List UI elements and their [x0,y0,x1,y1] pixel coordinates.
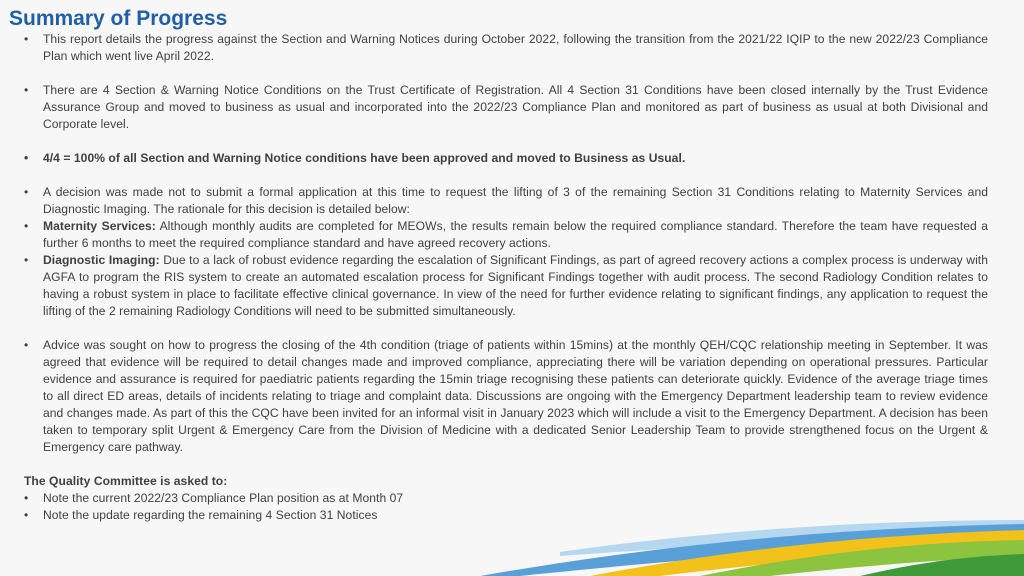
bullet-report-overview: • This report details the progress against the Section and Warning Notices during October 2022, following the transition from the 2021/22 IQIP to the new 2022/23 Compliance Plan which went live April 2022. [24,31,988,65]
committee-item: • Note the current 2022/23 Compliance Plan position as at Month 07 [24,490,988,507]
committee-heading: The Quality Committee is asked to: [24,474,228,488]
bullet-decision: • A decision was made not to submit a formal application at this time to request the lifting of 3 of the remaining Section 31 Conditions relating to Maternity Services and Diagnostic Imaging. The rationale for this decision is detailed below: [24,184,988,218]
bullet-approval-rate: • 4/4 = 100% of all Section and Warning Notice conditions have been approved and moved to Business as Usual. [24,150,988,167]
diagnostic-label: Diagnostic Imaging: [43,253,160,267]
diagnostic-text: Due to a lack of robust evidence regarding the escalation of Significant Findings, as part of agreed recovery actions a complex process is underway with AGFA to program the RIS system to create an automated escalation process for Significant Findings together with audit process. The second Radiology Condition relates to having a robust system in place to facilitate effective clinical governance. In view of the need for further evidence relating to significant findings, any application to request the lifting of the 2 remaining Radiology Conditions will need to be submitted simultaneously. [43,253,988,318]
bullet-diagnostic-imaging [24,252,988,320]
page-title: Summary of Progress [9,7,228,30]
committee-item: • Note the update regarding the remaining 4 Section 31 Notices [24,507,988,524]
maternity-text: Although monthly audits are completed for MEOWs, the results remain below the required compliance standard. Therefore the team have requested a further 6 months to meet the required compliance standard and have agreed recovery actions. [43,219,988,250]
summary-content [24,31,988,524]
bullet-conditions-status: • There are 4 Section & Warning Notice Conditions on the Trust Certificate of Registration. All 4 Section 31 Conditions have been closed internally by the Trust Evidence Assurance Group and moved to business as usual and incorporated into the 2022/23 Compliance Plan and monitored as part of business as usual at both Divisional and Corporate level. [24,82,988,133]
maternity-label: Maternity Services: [43,219,156,233]
bullet-advice-4th-condition: • Advice was sought on how to progress the closing of the 4th condition (triage of patients within 15mins) at the monthly QEH/CQC relationship meeting in September. It was agreed that evidence will be required to detail changes made and improved compliance, appreciating there will be variation depending on operational pressures. Particular evidence and assurance is required for paediatric patients regarding the 15min triage recognising these patients can deteriorate quickly. Evidence of the average triage times to all direct ED areas, details of incidents relating to triage and complaint data. Discussions are ongoing with the Emergency Department leadership team to review evidence and changes made. As part of this the CQC have been invited for an informal visit in January 2023 which will include a visit to the Emergency Department. A decision has been taken to temporary split Urgent & Emergency Care from the Division of Medicine with a dedicated Senior Leadership Team to provide strengthened focus on the Urgent & Emergency care pathway. [24,337,988,456]
bullet-maternity-services [24,218,988,252]
